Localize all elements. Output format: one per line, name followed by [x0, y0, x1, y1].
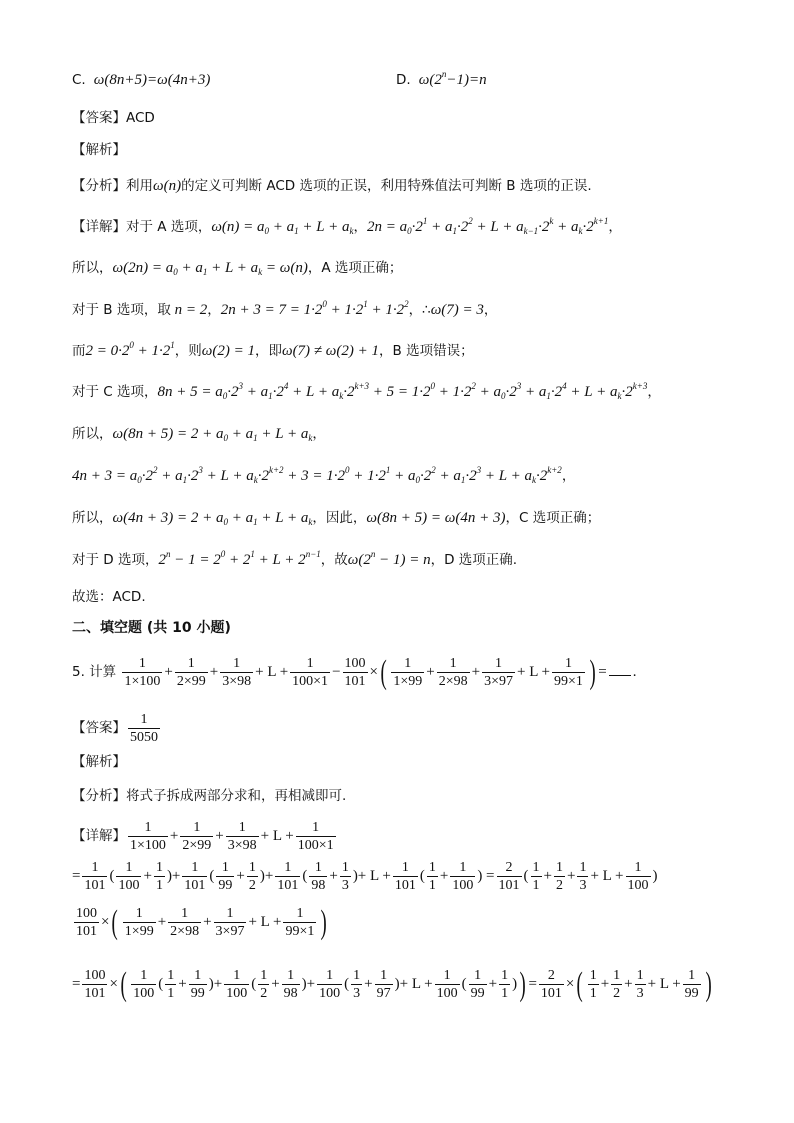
q4-detail-c-3: $4n + 3 = a_0\cdot 2^2 + a_1\cdot 2^3 + L + a_k\cdot 2^{k+2} + 3 = 1\cdot 2^0 + 1\cdot 2^1 + a_0\cdot 2^2 + a_1\cdot 2^3 + L + a_k\cdot 2^{k+2}$， [72, 465, 576, 485]
q4-analysis-tag [72, 140, 126, 160]
q4-detail-c-2: 所以，$\omega(8n + 5) = 2 + a_0 + a_1 + L + a_k$， [72, 426, 326, 443]
section-title-text: 二、填空题 (共 10 小题) [72, 620, 231, 636]
option-d-expr: $\omega(2^n-1)=n$ [414, 69, 487, 88]
d-gu: ，故 [320, 552, 348, 568]
q4-detail-a-2: 所以，$\omega(2n) = a_0 + a_1 + L + a_k = \omega(n)$，A 选项正确； [72, 260, 403, 277]
c-yinci: ，因此， [312, 510, 367, 526]
option-d-label: D. [396, 72, 411, 88]
q5-detail-4: = $\frac{100}{101}$ ×( $\frac{1}{100}$ ( $\frac{1}{1}$ + $\frac{1}{99}$ )+ $\frac{1}{100}$ ( $\frac{1}{2}$ + $\frac{1}{98}$ )+ $\frac{1}{100}$ ( $\frac{1}{3}$ + $\frac{1}{97}$ )+ L + $\frac{1}{100}$ ( $\frac{1}{99}$ + $\frac{1}{1}$ )) = $\frac{2}{101}$ ×( $\frac{1}{1}$ + $\frac{1}{2}$ + $\frac{1}{3}$ + L + $\frac{1}{99}$ ) [72, 965, 712, 1003]
option-c-expr: ω(8n+5)=ω(4n+3) [90, 72, 211, 88]
q4-answer [72, 108, 155, 128]
q5-detail-tag: 【详解】 [72, 828, 126, 844]
option-c [72, 70, 210, 90]
section-title [72, 618, 231, 638]
q5-answer-tag: 【答案】 [72, 720, 126, 736]
q5-answer-den: 5050 [130, 730, 158, 745]
q5-detail-3: $\frac{100}{101}$ ×( $\frac{1}{1\times 99}$ + $\frac{1}{2\times 98}$ + $\frac{1}{3\times 97}$ + L + $\frac{1}{99\times 1}$ ) [76, 903, 328, 941]
q5-analysis-tag [72, 752, 126, 772]
option-d [396, 70, 487, 90]
q5-detail-1: 【详解】 $\frac{1}{1\times 100}$ + $\frac{1}{2\times 99}$ + $\frac{1}{3\times 98}$ + L + $\frac{1}{100\times 1}$ [72, 820, 334, 853]
a-correct: ，A 选项正确； [307, 260, 403, 276]
fenxi-text-1: 利用 [126, 178, 153, 194]
q4-detail-c: 对于 C 选项，$8n + 5 = a_0\cdot 2^3 + a_1\cdot 2^4 + L + a_k\cdot 2^{k+3} + 5 = 1\cdot 2^0 + 1\cdot 2^2 + a_0\cdot 2^3 + a_1\cdot 2^4 + L + a_k\cdot 2^{k+3}$， [72, 381, 661, 401]
option-c-label: C. [72, 72, 86, 88]
suoyi-1: 所以， [72, 260, 113, 276]
q5-analysis-tag-text: 【解析】 [72, 754, 126, 770]
answer-value: ACD [126, 110, 155, 126]
q4-detail-b: 对于 B 选项，取 n = 2，$2n + 3 = 7 = 1\cdot 2^0 + 1\cdot 2^1 + 1\cdot 2^2$，∴ω(7) = 3， [72, 299, 498, 318]
q5-answer [72, 708, 162, 748]
q5-answer-num: 1 [128, 711, 160, 729]
q4-detail-a: 【详解】对于 A 选项，$\omega(n) = a_0 + a_1 + L + a_k$，$2n = a_0\cdot 2^1 + a_1\cdot 2^2 + L + a_{k-1}\cdot 2^k + a_k\cdot 2^{k+1}$， [72, 216, 622, 236]
detail-a-prefix: 对于 A 选项， [126, 219, 212, 235]
b-then: 而 [72, 343, 86, 359]
fenxi-text-2: 的定义可判断 ACD 选项的正误，利用特殊值法可判断 B 选项的正误. [181, 178, 592, 194]
fenxi-tag: 【分析】 [72, 178, 126, 194]
final-choice: 故选：ACD. [72, 589, 146, 605]
q5-fenxi-text: 将式子拆成两部分求和，再相减即可. [126, 788, 347, 804]
d-correct: ，D 选项正确. [430, 552, 518, 568]
q4-detail-b-2: 而$2 = 0\cdot 2^0 + 1\cdot 2^1$，则ω(2) = 1，即ω(7) ≠ ω(2) + 1，B 选项错误； [72, 340, 474, 359]
suoyi-2: 所以， [72, 426, 113, 442]
q4-detail-c-4: 所以，$\omega(4n + 3) = 2 + a_0 + a_1 + L + a_k$，因此，ω(8n + 5) = ω(4n + 3)，C 选项正确； [72, 510, 601, 527]
q5-question: 5. 计算 $\frac{1}{1\times 100}$ + $\frac{1}{2\times 99}$ + $\frac{1}{3\times 98}$ + L + $\frac{1}{100\times 1}$ − $\frac{100}{101}$ ×( $\frac{1}{1\times 99}$ + $\frac{1}{2\times 98}$ + $\frac{1}{3\times 97}$ + L + $\frac{1}{99\times 1}$ ) = . [72, 653, 637, 691]
d-prefix: 对于 D 选项， [72, 552, 159, 568]
suoyi-3: 所以， [72, 510, 113, 526]
c-prefix: 对于 C 选项， [72, 384, 158, 400]
answer-tag: 【答案】 [72, 110, 126, 126]
b-wrong: ，B 选项错误； [379, 343, 474, 359]
q4-final [72, 587, 146, 607]
analysis-tag: 【解析】 [72, 142, 126, 158]
q5-label: 5. 计算 [72, 664, 117, 680]
b-ji: ，即 [254, 343, 282, 359]
q5-fenxi [72, 786, 346, 806]
c-correct: ，C 选项正确； [505, 510, 601, 526]
detail-tag: 【详解】 [72, 219, 126, 235]
answer-blank [609, 661, 631, 676]
b-ze: ，则 [174, 343, 202, 359]
b-prefix: 对于 B 选项，取 [72, 302, 171, 318]
q4-fenxi: 【分析】利用ω(n)的定义可判断 ACD 选项的正误，利用特殊值法可判断 B 选项的正误. [72, 178, 592, 194]
q5-fenxi-tag: 【分析】 [72, 788, 126, 804]
q5-detail-2: = $\frac{1}{101}$ ( $\frac{1}{100}$ + $\frac{1}{1}$ )+ $\frac{1}{101}$ ( $\frac{1}{99}$ + $\frac{1}{2}$ )+ $\frac{1}{101}$ ( $\frac{1}{98}$ + $\frac{1}{3}$ )+ L + $\frac{1}{101}$ ( $\frac{1}{1}$ + $\frac{1}{100}$ ) = $\frac{2}{101}$ ( $\frac{1}{1}$ + $\frac{1}{2}$ + $\frac{1}{3}$ + L + $\frac{1}{100}$ ) [72, 860, 658, 893]
q4-detail-d: 对于 D 选项，$2^n - 1 = 2^0 + 2^1 + L + 2^{n-1}$，故$\omega(2^n - 1) = n$，D 选项正确. [72, 549, 518, 568]
